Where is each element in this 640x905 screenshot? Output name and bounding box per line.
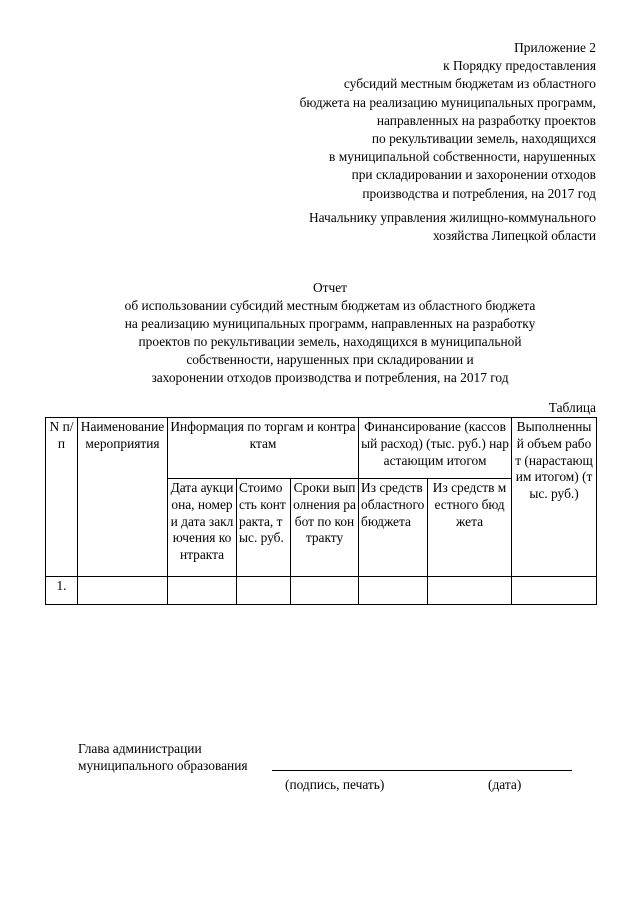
cell-regional: [359, 577, 428, 605]
header-local: Из средств местного бюджета: [428, 479, 512, 577]
appendix-line: Приложение 2: [514, 40, 596, 55]
date-caption: (дата): [488, 777, 522, 792]
appendix-line: при складировании и захоронении отходов: [351, 167, 596, 183]
header-cost: Стоимость контракта, тыс. руб.: [237, 479, 291, 577]
signature-line1: Глава администрации: [78, 741, 202, 756]
header-regional: Из средств областного бюджета: [359, 479, 428, 577]
signature-line2: муниципального образования: [78, 758, 248, 773]
appendix-line: по рекультивации земель, находящихся: [371, 131, 596, 147]
addressee-line: Начальнику управления жилищно-коммунального: [308, 210, 596, 225]
table-row: [46, 577, 597, 605]
header-terms: Сроки выполнения работ по контракту: [291, 479, 359, 577]
appendix-header: [176, 39, 596, 203]
report-title-line: проектов по рекультивации земель, находящихся в муниципальной: [138, 334, 522, 349]
signature-block: [78, 740, 248, 774]
report-title-line: собственности, нарушенных при складировании и: [186, 352, 474, 367]
header-completed: Выполненный объем работ (нарастающим итогом) (тыс. руб.): [512, 418, 597, 577]
row-num: 1.: [46, 577, 78, 605]
appendix-line: бюджета на реализацию муниципальных программ,: [299, 94, 596, 110]
report-table: [45, 417, 597, 605]
cell-completed: [512, 577, 597, 605]
cell-auction-date: [168, 577, 237, 605]
signature-line: [272, 770, 572, 771]
appendix-line: к Порядку предоставления: [443, 58, 596, 74]
report-title-line: об использовании субсидий местным бюджетам из областного бюджета: [124, 298, 536, 313]
addressee: [176, 209, 596, 245]
appendix-line: производства и потребления, на 2017 год: [362, 185, 596, 201]
appendix-line: субсидий местным бюджетам из областного: [343, 76, 596, 92]
addressee-line: хозяйства Липецкой области: [432, 228, 596, 244]
report-title-line: захоронении отходов производства и потребления, на 2017 год: [151, 370, 509, 385]
appendix-line: в муниципальной собственности, нарушенных: [329, 149, 596, 165]
header-auction-info: Информация по торгам и контрактам: [168, 418, 359, 479]
report-title: [40, 279, 620, 387]
header-financing: Финансирование (кассовый расход) (тыс. руб.) нарастающим итогом: [359, 418, 512, 479]
table-label: Таблица: [548, 400, 596, 415]
cell-cost: [237, 577, 291, 605]
cell-terms: [291, 577, 359, 605]
cell-local: [428, 577, 512, 605]
report-title-line: на реализацию муниципальных программ, направленных на разработку: [124, 316, 536, 331]
cell-name: [78, 577, 168, 605]
signature-caption: (подпись, печать): [285, 777, 385, 792]
header-auction-date: Дата аукциона, номер и дата заключения контракта: [168, 479, 237, 577]
header-name: Наименование мероприятия: [78, 418, 168, 577]
header-num: N п/п: [46, 418, 78, 577]
appendix-line: направленных на разработку проектов: [376, 112, 596, 128]
report-title-line: Отчет: [312, 280, 348, 295]
